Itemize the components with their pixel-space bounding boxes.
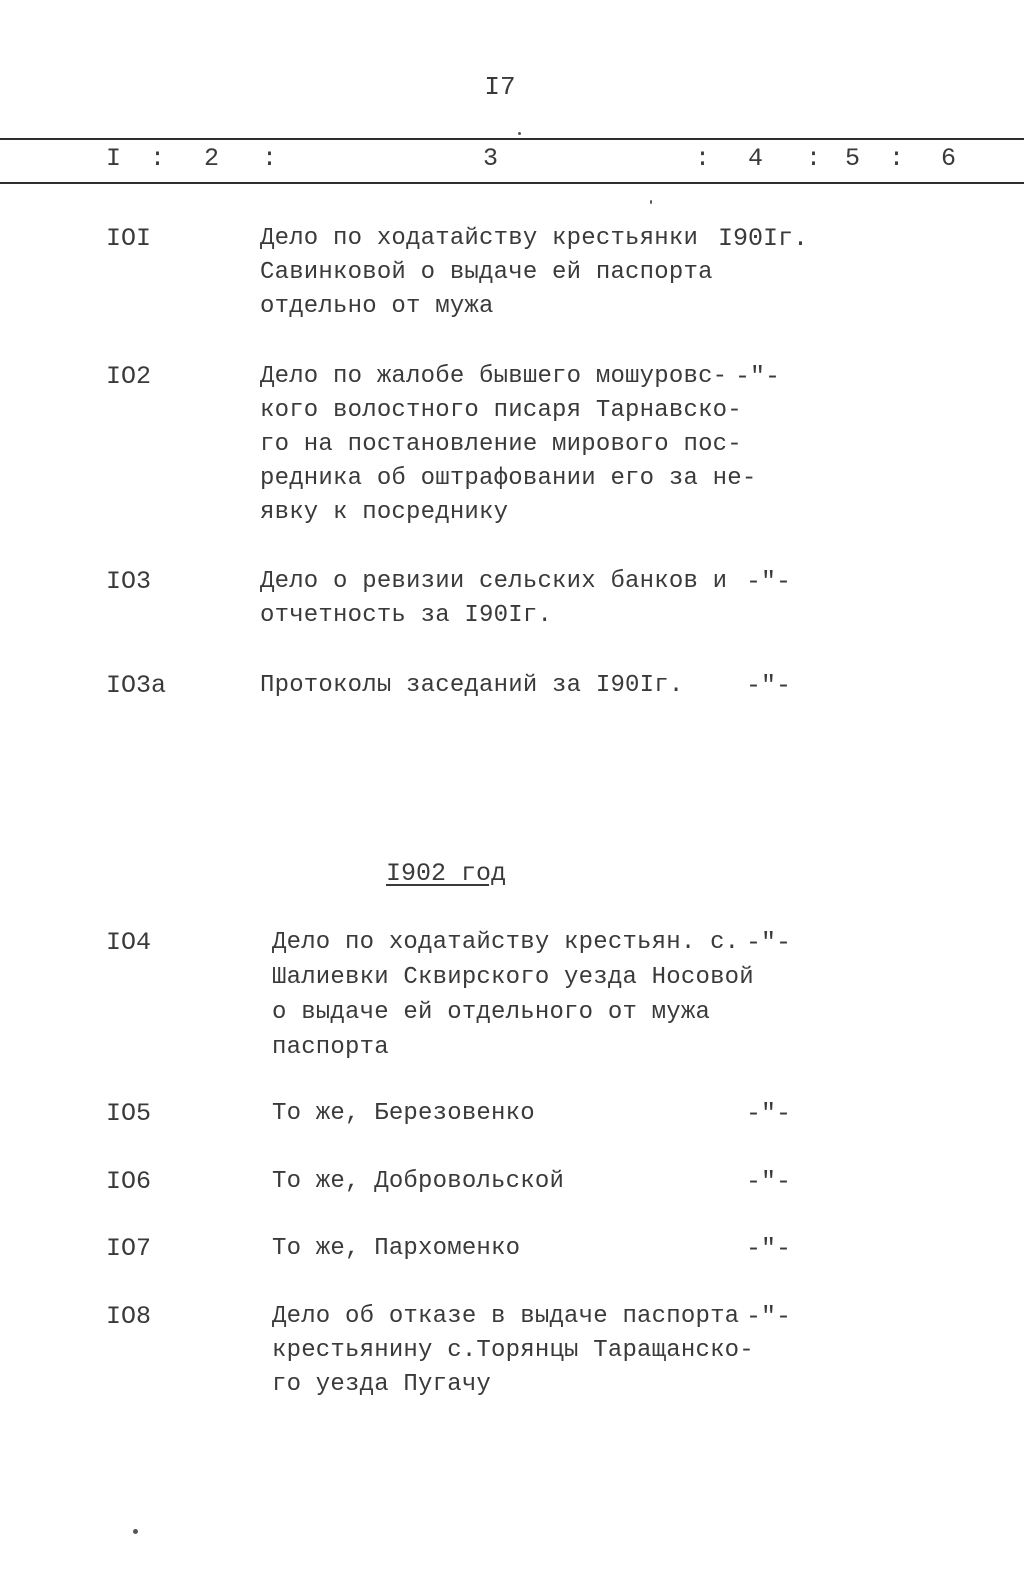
entry-title-line: го на постановление мирового пос- [260,431,742,458]
header-top-rule [0,138,1024,140]
entry-title-line: паспорта [272,1034,389,1061]
entry-date: -"- [746,1234,792,1263]
entry-title-line: Дело по ходатайству крестьянки [260,225,699,252]
entry-title-line: То же, Березовенко [272,1100,535,1127]
scan-speck [650,200,652,204]
entry-title-line: явку к посреднику [260,499,509,526]
column-separator: : [889,144,905,173]
entry-number: IO8 [106,1302,152,1331]
entry-date: -"- [746,567,792,596]
entry-number: IO5 [106,1099,152,1128]
column-header-2: 2 [204,144,220,173]
entry-number: IO2 [106,362,152,391]
entry-title-line: крестьянину с.Торянцы Таращанско- [272,1337,754,1364]
entry-title-line: редника об оштрафовании его за не- [260,465,757,492]
entry-title-line: То же, Пархоменко [272,1235,521,1262]
entry-title-line: Савинковой о выдаче ей паспорта [260,259,713,286]
column-header-5: 5 [845,144,861,173]
entry-number: IO7 [106,1234,152,1263]
entry-title-line: Протоколы заседаний за I90Iг. [260,672,684,699]
column-separator: : [262,144,278,173]
column-separator: : [150,144,166,173]
entry-date: -"- [735,362,781,391]
page-number: I7 [484,72,516,102]
entry-date: -"- [746,928,792,957]
section-heading-year: I902 год [386,859,507,888]
entry-title-line: Дело об отказе в выдаче паспорта [272,1303,740,1330]
entry-number: IOI [106,224,152,253]
entry-date: I90Iг. [718,224,809,253]
entry-title-line: То же, Добровольской [272,1168,565,1195]
column-header-1: I [106,144,122,173]
column-header-4: 4 [748,144,764,173]
scan-speck [133,1529,138,1534]
column-separator: : [695,144,711,173]
entry-number: IO3а [106,671,167,700]
entry-title-line: Шалиевки Сквирского уезда Носовой [272,964,754,991]
entry-date: -"- [746,1302,792,1331]
header-bottom-rule [0,182,1024,184]
entry-title-line: отчетность за I90Iг. [260,602,553,629]
entry-title-line: Дело по жалобе бывшего мошуровс- [260,363,728,390]
entry-title-line: отдельно от мужа [260,293,494,320]
entry-date: -"- [746,1099,792,1128]
entry-title-line: Дело о ревизии сельских банков и [260,568,728,595]
entry-number: IO6 [106,1167,152,1196]
column-separator: : [806,144,822,173]
column-header-3: 3 [483,144,499,173]
entry-title-line: го уезда Пугачу [272,1371,492,1398]
entry-number: IO4 [106,928,152,957]
entry-title-line: Дело по ходатайству крестьян. с. [272,929,740,956]
column-header-6: 6 [941,144,957,173]
entry-title-line: кого волостного писаря Тарнавско- [260,397,742,424]
entry-date: -"- [746,671,792,700]
entry-date: -"- [746,1167,792,1196]
entry-number: IO3 [106,567,152,596]
entry-title-line: о выдаче ей отдельного от мужа [272,999,711,1026]
scan-speck [518,132,521,135]
